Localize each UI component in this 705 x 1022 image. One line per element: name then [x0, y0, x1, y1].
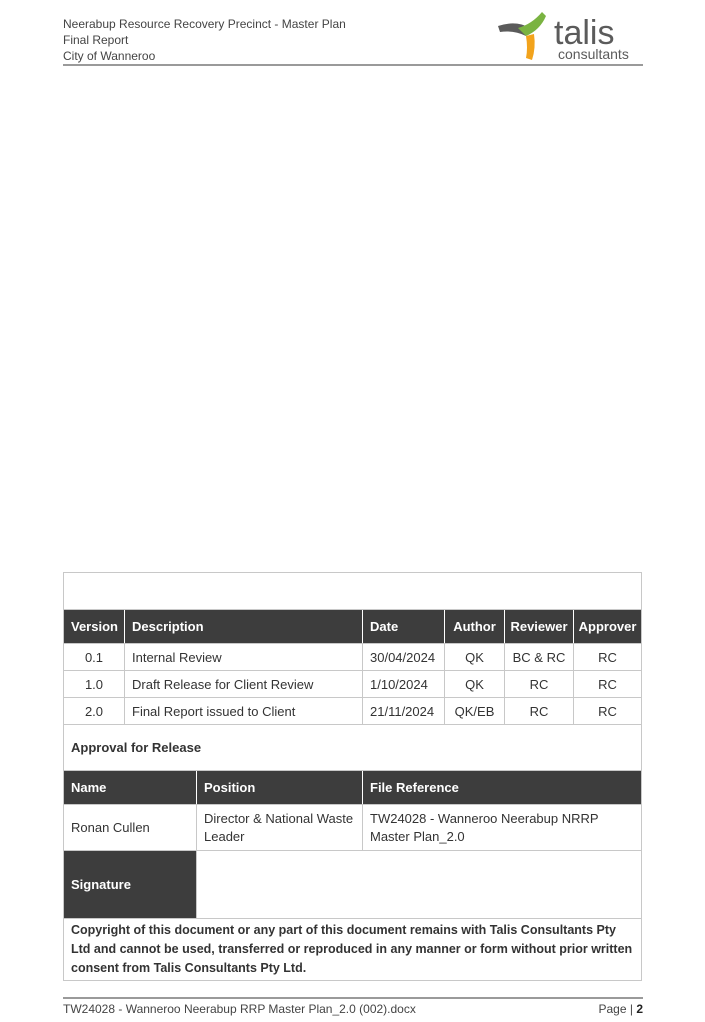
document-control-table: [63, 572, 642, 981]
col-version: Version: [64, 610, 124, 643]
approver-position: Director & National Waste Leader: [196, 805, 362, 850]
col-reviewer: Reviewer: [504, 610, 573, 643]
approver-cell: RC: [573, 644, 641, 670]
page-label: Page |: [598, 1002, 633, 1016]
table-top-spacer: [64, 573, 641, 609]
approver-cell: RC: [573, 698, 641, 724]
copyright-notice: Copyright of this document or any part of this document remains with Talis Consultants Pty Ltd and cannot be used, transferred or reproduced in any manner or form without prior written consent from Talis Consultants Pty Ltd.: [71, 923, 633, 975]
approver-cell: RC: [573, 671, 641, 697]
reviewer-cell: RC: [504, 671, 573, 697]
signature-row: [64, 850, 641, 918]
document-header: [63, 16, 346, 64]
col-approver: Approver: [573, 610, 641, 643]
col-position: Position: [196, 771, 362, 804]
logo-wordmark: talis: [554, 14, 615, 52]
footer-page: [598, 1002, 643, 1016]
approval-title: Approval for Release: [71, 740, 202, 755]
author-cell: QK/EB: [444, 698, 504, 724]
approver-name: Ronan Cullen: [71, 819, 150, 835]
header-project-title: Neerabup Resource Recovery Precinct - Master Plan: [63, 17, 346, 31]
header-report-type: Final Report: [63, 33, 129, 47]
signature-label: Signature: [64, 851, 196, 918]
table-row: [64, 697, 641, 724]
description-cell: Internal Review: [124, 644, 362, 670]
signature-area: [196, 851, 641, 918]
date-cell: 1/10/2024: [362, 671, 444, 697]
table-row: [64, 670, 641, 697]
author-cell: QK: [444, 644, 504, 670]
header-divider: [63, 64, 643, 66]
approval-header-row: [64, 770, 641, 804]
description-cell: Final Report issued to Client: [124, 698, 362, 724]
footer-divider: [63, 997, 643, 999]
page-number: 2: [636, 1002, 643, 1016]
approval-title-row: [64, 724, 641, 770]
header-client: City of Wanneroo: [63, 49, 156, 63]
col-author: Author: [444, 610, 504, 643]
col-name: Name: [64, 771, 196, 804]
talis-logo: [496, 8, 644, 64]
table-row: [64, 643, 641, 670]
col-description: Description: [124, 610, 362, 643]
version-cell: 0.1: [84, 649, 104, 665]
reviewer-cell: BC & RC: [504, 644, 573, 670]
author-cell: QK: [444, 671, 504, 697]
description-cell: Draft Release for Client Review: [124, 671, 362, 697]
col-date: Date: [362, 610, 444, 643]
version-header-row: [64, 609, 641, 643]
col-file-reference: File Reference: [362, 771, 641, 804]
copyright-row: [64, 918, 641, 980]
date-cell: 30/04/2024: [362, 644, 444, 670]
version-cell: 2.0: [84, 703, 104, 719]
date-cell: 21/11/2024: [362, 698, 444, 724]
approval-row: [64, 804, 641, 850]
logo-subtitle: consultants: [558, 46, 629, 62]
version-cell: 1.0: [84, 676, 104, 692]
reviewer-cell: RC: [504, 698, 573, 724]
file-reference: TW24028 - Wanneroo Neerabup NRRP Master Plan_2.0: [362, 805, 641, 850]
footer-filename: TW24028 - Wanneroo Neerabup RRP Master Plan_2.0 (002).docx: [63, 1002, 416, 1016]
